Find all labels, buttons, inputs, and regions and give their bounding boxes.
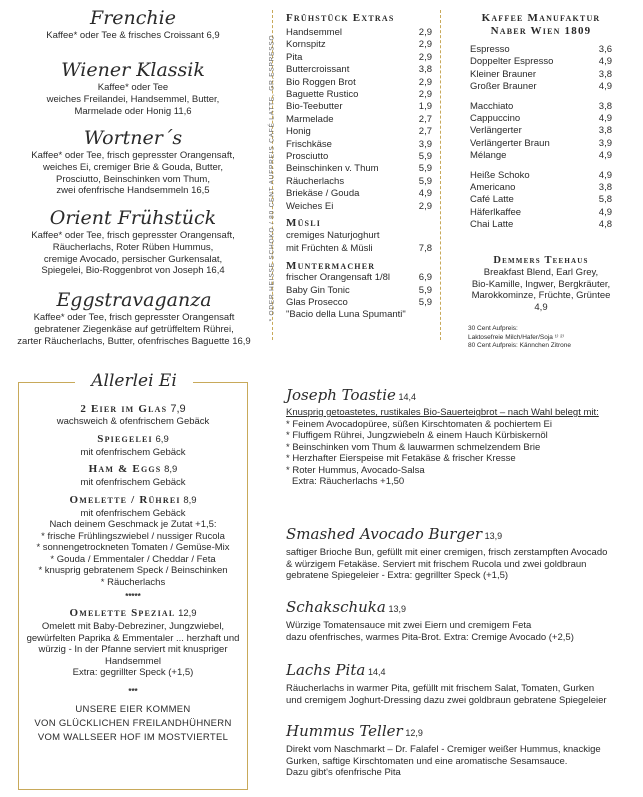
menu-row	[286, 201, 432, 213]
dish-hummus-teller	[286, 721, 636, 779]
dish-header	[286, 524, 636, 547]
item-sub: wachsweich & ofenfrischem Gebäck	[56, 416, 210, 427]
item-name: Honig	[286, 126, 311, 138]
breakfast-frenchie	[8, 6, 258, 42]
allerlei-content	[22, 402, 244, 745]
item-sub: Omelett mit Baby-Debreziner, Jungzwiebel,	[41, 621, 225, 632]
footer-line: VON GLÜCKLICHEN FREILANDHÜHNERN	[34, 717, 232, 729]
item-name: Weiches Ei	[286, 200, 334, 212]
item-sub: mit ofenfrischem Gebäck	[80, 446, 186, 458]
menu-row	[470, 219, 612, 231]
menu-row	[286, 39, 432, 51]
dish-title: Smashed Avocado Burger	[286, 525, 483, 543]
dish-line: Räucherlachs in warmer Pita, gefüllt mit frischem Salat, Tomaten, Gurken	[286, 683, 595, 694]
kaffee-title-2: Naber Wien 1809	[490, 25, 592, 37]
item-name: Mélange	[470, 150, 507, 162]
item-price: 3,9	[418, 138, 432, 150]
dish-line: und cremigem Joghurt-Dressing dazu zwei goldbraun gebratene Spiegeleier	[286, 694, 607, 706]
munter-title: Muntermacher	[286, 260, 376, 273]
allerlei-spezial	[22, 606, 244, 621]
item-name: Buttercroissant	[286, 64, 350, 76]
menu-row	[286, 52, 432, 64]
item-price: 2,9	[418, 89, 432, 101]
item-name: Prosciutto	[286, 151, 329, 163]
item-name: Heiße Schoko	[470, 169, 530, 181]
menu-row	[286, 126, 432, 138]
item-name: Bio-Teebutter	[286, 101, 343, 113]
breakfast-title: Eggstravaganza	[56, 289, 212, 311]
menu-row	[286, 163, 432, 175]
item-price: 8,9	[183, 494, 197, 506]
breakfast-line: Räucherlachs, Roter Rüben Hummus,	[52, 241, 214, 253]
dish-line: Dazu gibt's ofenfrische Pita	[286, 767, 401, 778]
extras-title: Frühstück Extras	[286, 12, 395, 24]
menu-row	[286, 77, 432, 89]
item-price: 4,9	[418, 188, 432, 200]
item-price: 2,9	[418, 200, 432, 212]
dish-price: 12,9	[405, 728, 423, 738]
breakfast-line: cremige Avocado, persischer Gurkensalat,	[43, 253, 223, 265]
breakfast-line: Spiegelei, Bio-Roggenbrot von Joseph 16,4	[41, 265, 225, 277]
item-price: 4,8	[598, 219, 612, 231]
item-price: 3,6	[598, 44, 612, 55]
item-name: Café Latte	[470, 194, 514, 206]
breakfast-line: Prosciutto, Beinschinken vom Thum,	[55, 173, 210, 185]
dish-line: saftiger Brioche Bun, gefüllt mit einer cremigen, frisch zerstampften Avocado	[286, 547, 608, 558]
item-name: mit Früchten & Müsli	[286, 243, 373, 255]
item-price: 2,7	[418, 113, 432, 125]
menu-row	[470, 113, 612, 125]
stars-divider: *****	[125, 592, 141, 601]
dish-header	[286, 721, 636, 744]
dish-line: * Roter Hummus, Avocado-Salsa	[286, 464, 425, 476]
item-name: Baguette Rustico	[286, 89, 359, 101]
dish-price: 14,4	[367, 667, 386, 677]
dish-line: dazu ofenfrisches, warmes Pita-Brot. Extra: Cremige Avocado (+2,5)	[286, 631, 574, 643]
breakfast-wortner	[8, 126, 258, 197]
tee-section	[448, 254, 634, 313]
item-name: Räucherlachs	[286, 175, 345, 187]
dish-lachs-pita	[286, 660, 636, 706]
menu-row	[470, 56, 612, 68]
tee-line: Breakfast Blend, Earl Grey,	[483, 267, 599, 278]
item-price: 4,9	[598, 169, 612, 181]
dish-title: Joseph Toastie	[286, 386, 396, 404]
dish-line: * Feinem Avocadopüree, süßen Kirschtomaten & pochiertem Ei	[286, 418, 552, 430]
breakfast-line: Kaffee* oder Tee, frisch gepresster Orangensaft,	[31, 230, 235, 241]
dish-price: 13,9	[388, 604, 406, 614]
extras-list	[286, 27, 432, 213]
item-name: Handsemmel	[286, 27, 342, 38]
item-price: 1,9	[418, 101, 432, 113]
item-price: 5,9	[418, 163, 432, 175]
allerlei-item	[22, 493, 244, 508]
menu-row	[286, 176, 432, 188]
munter-list	[286, 272, 432, 309]
item-name: Ham & Eggs	[88, 463, 162, 475]
breakfast-line: Marmelade oder Honig 11,6	[74, 105, 192, 117]
item-price: 4,9	[598, 113, 612, 125]
item-name: Briekäse / Gouda	[286, 188, 360, 200]
tee-line: Bio-Kamille, Ingwer, Bergkräuter,	[471, 278, 611, 290]
menu-row	[470, 170, 612, 182]
item-sub: Extra: gegrillter Speck (+1,5)	[72, 667, 194, 678]
menu-row	[286, 89, 432, 101]
kaffee-section	[470, 12, 612, 232]
menu-row	[470, 125, 612, 137]
item-name: Chai Latte	[470, 219, 514, 231]
menu-row	[470, 101, 612, 113]
kaffee-note	[468, 325, 628, 351]
breakfast-orient	[8, 206, 258, 277]
menu-row	[286, 297, 432, 309]
allerlei-item	[22, 462, 244, 477]
dish-price: 14,4	[398, 392, 417, 402]
muesli-title: Müsli	[286, 217, 322, 230]
menu-row	[286, 285, 432, 297]
menu-row	[286, 27, 432, 39]
vertical-note	[264, 28, 280, 328]
note-line: 30 Cent Aufpreis:	[468, 325, 518, 332]
muesli-line: cremiges Naturjoghurt	[286, 230, 380, 242]
item-sub: * Gouda / Emmentaler / Cheddar / Feta	[50, 553, 216, 565]
breakfast-title: Wortner´s	[83, 127, 183, 149]
dish-line: Gurken, saftige Kirschtomaten und eine aromatische Sesamsauce.	[286, 755, 568, 767]
tee-line: Marokkominze, Früchte, Grüntee	[471, 290, 611, 301]
item-price: 12,9	[178, 608, 197, 619]
breakfast-line: weiches Freilandei, Handsemmel, Butter,	[46, 93, 220, 105]
breakfast-line: weiches Ei, cremiger Brie & Gouda, Butter,	[42, 161, 224, 173]
item-sub: * sonnengetrockneten Tomaten / Gemüse-Mix	[36, 542, 230, 553]
menu-row	[470, 182, 612, 194]
dish-price: 13,9	[484, 531, 503, 541]
menu-row	[470, 194, 612, 206]
item-price: 8,9	[164, 464, 178, 475]
breakfast-title: Frenchie	[90, 7, 176, 29]
item-name: Cappuccino	[470, 113, 521, 125]
item-name: Pita	[286, 51, 303, 63]
item-price: 2,7	[418, 126, 432, 138]
dish-line: Extra: Räucherlachs +1,50	[292, 476, 405, 487]
divider-right	[440, 10, 441, 340]
item-name: Verlängerter Braun	[470, 137, 550, 149]
item-price: 7,8	[418, 243, 432, 255]
item-price: 5,9	[418, 151, 432, 163]
item-price: 4,9	[598, 56, 612, 68]
item-name: Beinschinken v. Thum	[286, 163, 379, 175]
item-name: Marmelade	[286, 113, 334, 125]
munter-note: "Bacio della Luna Spumanti"	[286, 309, 406, 321]
item-name: Kleiner Brauner	[470, 68, 537, 80]
item-price: 5,8	[598, 194, 612, 206]
muesli-item	[286, 242, 432, 255]
dish-line: & würzigem Fetakäse. Serviert mit frischem Rucola und zwei goldbraun	[286, 558, 587, 570]
item-name: Macchiato	[470, 100, 514, 112]
item-name: Glas Prosecco	[286, 296, 348, 308]
allerlei-item	[22, 432, 244, 447]
item-price: 3,8	[418, 64, 432, 76]
item-sub: mit ofenfrischem Gebäck	[80, 477, 186, 488]
item-sub: Handsemmel	[105, 655, 161, 667]
dish-schakschuka	[286, 597, 636, 643]
item-price: 3,9	[598, 137, 612, 149]
breakfast-line: zwei ofenfrische Handsemmeln 16,5	[56, 185, 210, 197]
item-sub: würzig - In der Pfanne serviert mit knuspriger	[38, 644, 228, 655]
item-name: Omelette Spezial	[69, 607, 176, 619]
item-sub: mit ofenfrischem Gebäck	[80, 507, 186, 519]
kaffee-group-1	[470, 44, 612, 94]
menu-row	[286, 64, 432, 76]
item-price: 2,9	[418, 76, 432, 88]
item-name: Großer Brauner	[470, 81, 537, 93]
dish-line: * Beinschinken vom Thum & lauwarmen schmelzendem Brie	[286, 441, 541, 453]
menu-row	[286, 101, 432, 113]
dish-joseph-toastie	[286, 386, 636, 488]
footer-line: UNSERE EIER KOMMEN	[75, 703, 191, 715]
item-price: 3,8	[598, 182, 612, 194]
item-price: 2,9	[418, 39, 432, 51]
item-name: Baby Gin Tonic	[286, 284, 350, 296]
extras-section	[286, 12, 432, 321]
item-price: 4,9	[598, 150, 612, 162]
note-line: 80 Cent Aufpreis: Kännchen Zitrone	[468, 342, 571, 349]
item-sub: gewürfelten Paprika & Emmentaler ... herzhaft und	[26, 632, 240, 644]
item-name: Americano	[470, 182, 516, 194]
item-price: 3,8	[598, 68, 612, 80]
dish-title: Lachs Pita	[286, 661, 366, 679]
menu-row	[286, 114, 432, 126]
menu-row	[470, 81, 612, 93]
item-sub: * Räucherlachs	[100, 576, 166, 588]
dish-line: Direkt vom Naschmarkt – Dr. Falafel - Cremiger weißer Hummus, knackige	[286, 744, 601, 755]
item-price: 5,9	[418, 175, 432, 187]
item-sub: Nach deinem Geschmack je Zutat +1,5:	[49, 519, 217, 530]
item-name: Espresso	[470, 44, 510, 55]
menu-row	[470, 150, 612, 162]
item-price: 3,8	[598, 100, 612, 112]
kaffee-title-1: Kaffee Manufaktur	[481, 12, 601, 24]
menu-row	[286, 188, 432, 200]
dish-smashed-avocado	[286, 524, 636, 582]
item-price: 7,9	[170, 403, 186, 415]
item-price: 2,9	[418, 27, 432, 38]
item-name: Häferlkaffee	[470, 206, 522, 218]
allerlei-item	[22, 402, 244, 416]
item-name: frischer Orangensaft 1/8l	[286, 272, 391, 284]
item-name: 2 Eier im Glas	[80, 403, 168, 415]
breakfast-title: Orient Frühstück	[49, 207, 217, 229]
dish-line: * Herzhafter Eierspeise mit Fetakäse & frischer Kresse	[286, 453, 516, 464]
note-line: Laktosefreie Milch/Hafer/Soja ¹⁾ ²⁾	[468, 333, 565, 341]
breakfast-line: Kaffee* oder Tee, frisch gepresster Orangensaft	[33, 312, 235, 323]
item-price: 2,9	[418, 51, 432, 63]
item-name: Doppelter Espresso	[470, 56, 554, 68]
menu-row	[470, 138, 612, 150]
dish-header	[286, 660, 636, 683]
dish-line: * Fluffigem Rührei, Jungzwiebeln & einem Hauch Kürbiskernöl	[286, 430, 548, 441]
item-name: Omelette / Rührei	[69, 493, 181, 506]
item-price: 4,9	[598, 81, 612, 93]
item-sub: * knusprig gebratenem Speck / Beinschinken	[38, 565, 228, 576]
item-name: Verlängerter	[470, 125, 522, 137]
footer-line: VOM WALLSEER HOF IM MOSTVIERTEL	[37, 731, 229, 743]
dish-header	[286, 597, 636, 620]
item-price: 5,9	[418, 296, 432, 308]
breakfast-line: zarter Räucherlachs, Butter, ofenfrisches Baguette 16,9	[17, 335, 251, 347]
breakfast-line: gebratener Ziegenkäse auf getrüffeltem Rührei,	[34, 323, 234, 335]
allerlei-title: Allerlei Ei	[91, 371, 177, 391]
menu-row	[470, 44, 612, 56]
item-price: 4,9	[598, 206, 612, 218]
breakfast-line: Kaffee* oder Tee	[97, 82, 169, 93]
item-price: 6,9	[155, 433, 169, 445]
item-price: 6,9	[418, 272, 432, 284]
dish-title: Hummus Teller	[286, 722, 403, 740]
menu-row	[286, 272, 432, 284]
dish-header	[286, 386, 636, 407]
tee-price: 4,9	[534, 301, 548, 313]
breakfast-wiener	[8, 58, 258, 117]
stars-divider: ***	[128, 686, 138, 696]
item-name: Frischkäse	[286, 138, 332, 150]
breakfast-title: Wiener Klassik	[61, 59, 205, 81]
kaffee-group-2	[470, 101, 612, 163]
dish-title: Schakschuka	[286, 598, 386, 616]
item-price: 3,8	[598, 125, 612, 137]
dish-intro: Knusprig getoastetes, rustikales Bio-Sauerteigbrot – nach Wahl belegt mit:	[286, 407, 599, 418]
tee-title: Demmers Teehaus	[493, 255, 589, 266]
item-name: Kornspitz	[286, 39, 326, 51]
breakfast-line: Kaffee* oder Tee & frisches Croissant 6,9	[46, 30, 220, 41]
kaffee-group-3	[470, 170, 612, 232]
menu-row	[470, 207, 612, 219]
allerlei-footer	[22, 703, 244, 745]
item-name: Bio Roggen Brot	[286, 76, 356, 88]
item-price: 5,9	[418, 284, 432, 296]
breakfast-eggstravaganza	[6, 288, 262, 347]
menu-row	[286, 139, 432, 151]
menu-row	[286, 151, 432, 163]
item-name: Spiegelei	[97, 432, 153, 445]
item-sub: * frische Frühlingszwiebel / nussiger Rucola	[41, 530, 225, 542]
dish-line: Würzige Tomatensauce mit zwei Eiern und cremigem Feta	[286, 620, 532, 631]
vertical-note-text: * ODER HEISSE SCHOKO / 80 CENT AUFPREIS CAFÉ LATTE, GR.ESPRESSO	[268, 34, 276, 322]
breakfast-line: Kaffee* oder Tee, frisch gepresster Orangensaft,	[31, 150, 235, 161]
menu-row	[470, 69, 612, 81]
dish-line: gebratene Spiegeleier - Extra: gegrillter Speck (+1,5)	[286, 570, 509, 581]
